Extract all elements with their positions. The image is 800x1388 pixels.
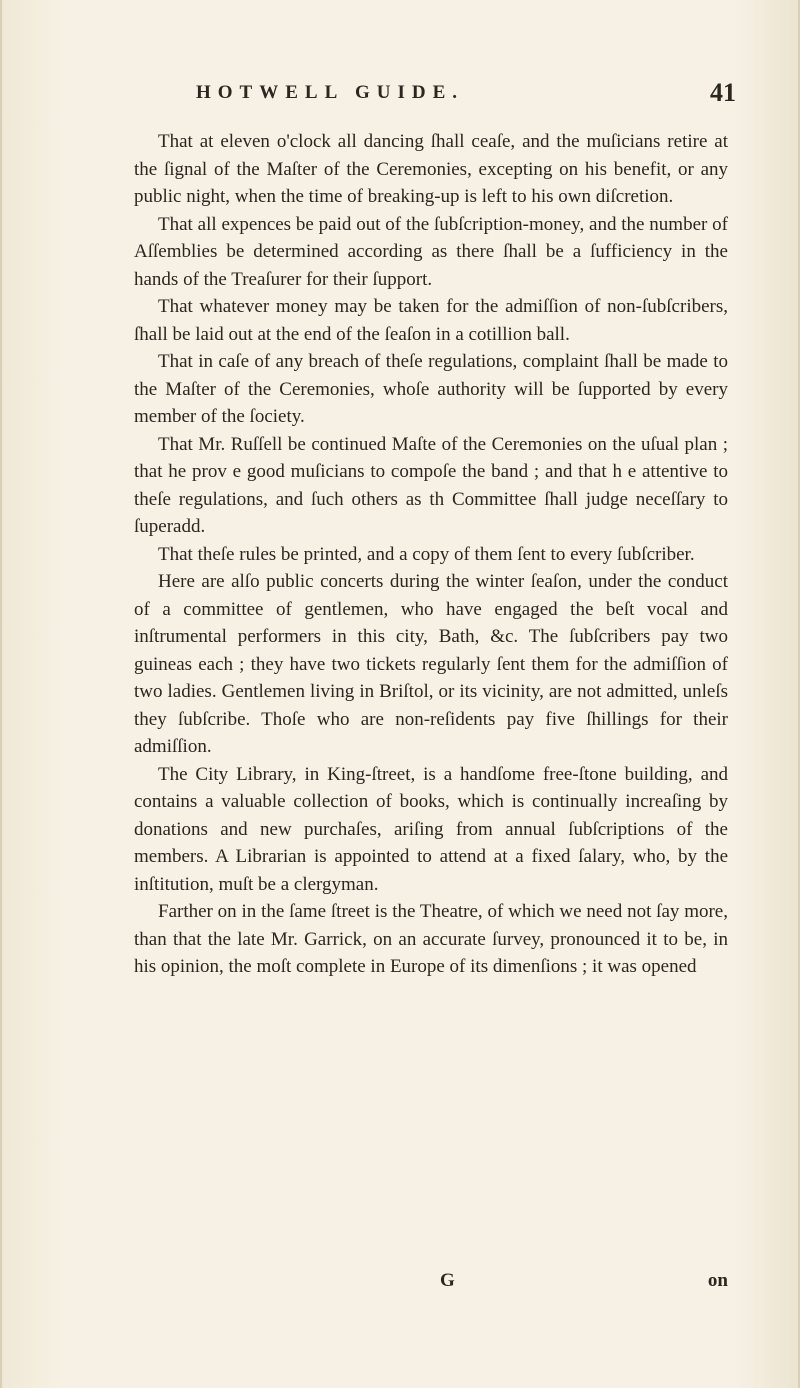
paragraph-expences-rule: That all expences be paid out of the ſubſcription-money, and the number of Aſſemblies be determined according as there ſhall be a ſufficiency in the hands of the Treaſurer for their ſupport. bbox=[134, 213, 728, 290]
page-body bbox=[134, 128, 728, 981]
paragraph-master-of-ceremonies-rule: That Mr. Ruſſell be continued Maſte of the Ceremonies on the uſual plan ; that he prov e good muſicians to compoſe the band ; and that h e attentive to theſe regulations, and ſuch others as th Committee ſhall judge neceſſary to ſuperadd. bbox=[134, 433, 728, 537]
page-left-edge bbox=[0, 0, 2, 1388]
page-number: 41 bbox=[710, 78, 736, 107]
paragraph-public-concerts: Here are alſo public concerts during the winter ſeaſon, under the conduct of a committee of gentlemen, who have engaged the beſt vocal and inſtrumental performers in this city, Bath, &c. The ſubſcribers pay two guineas each ; they have two tickets regularly ſent them for the admiſſion of two ladies. Gentlemen living in Briſtol, or its vicinity, are not admitted, unleſs they ſubſcribe. Thoſe who are non-reſidents pay five ſhillings for their admiſſion. bbox=[134, 571, 728, 757]
page-footer bbox=[134, 1270, 728, 1298]
paragraph-dancing-rule: That at eleven o'clock all dancing ſhall ceaſe, and the muſicians retire at the ſignal of the Maſter of the Ceremonies, excepting on his benefit, or any public night, when the time of breaking-up is left to his own diſcretion. bbox=[134, 131, 728, 207]
catchword: on bbox=[707, 1270, 728, 1291]
signature-mark: G bbox=[440, 1270, 455, 1291]
paragraph-printing-rule: That theſe rules be printed, and a copy of them ſent to every ſubſcriber. bbox=[158, 543, 695, 565]
paragraph-complaint-rule: That in caſe of any breach of theſe regulations, complaint ſhall be made to the Maſter of the Ceremonies, whoſe authority will be ſupported by every member of the ſociety. bbox=[134, 351, 728, 427]
running-title: HOTWELL GUIDE. bbox=[196, 82, 464, 103]
paragraph-theatre: Farther on in the ſame ſtreet is the Theatre, of which we need not ſay more, than that the late Mr. Garrick, on an accurate ſurvey, pronounced it to be, in his opinion, the moſt complete in Europe of its dimenſions ; it was opened bbox=[134, 901, 728, 977]
page-header bbox=[196, 78, 736, 118]
paragraph-admission-money-rule: That whatever money may be taken for the admiſſion of non-ſubſcribers, ſhall be laid out at the end of the ſeaſon in a cotillion ball. bbox=[134, 296, 728, 345]
paragraph-city-library: The City Library, in King-ſtreet, is a handſome free-ſtone building, and contains a valuable collection of books, which is continually increaſing by donations and new purchaſes, ariſing from annual ſubſcriptions of the members. A Librarian is appointed to attend at a fixed ſalary, who, by the inſtitution, muſt be a clergyman. bbox=[134, 763, 728, 895]
